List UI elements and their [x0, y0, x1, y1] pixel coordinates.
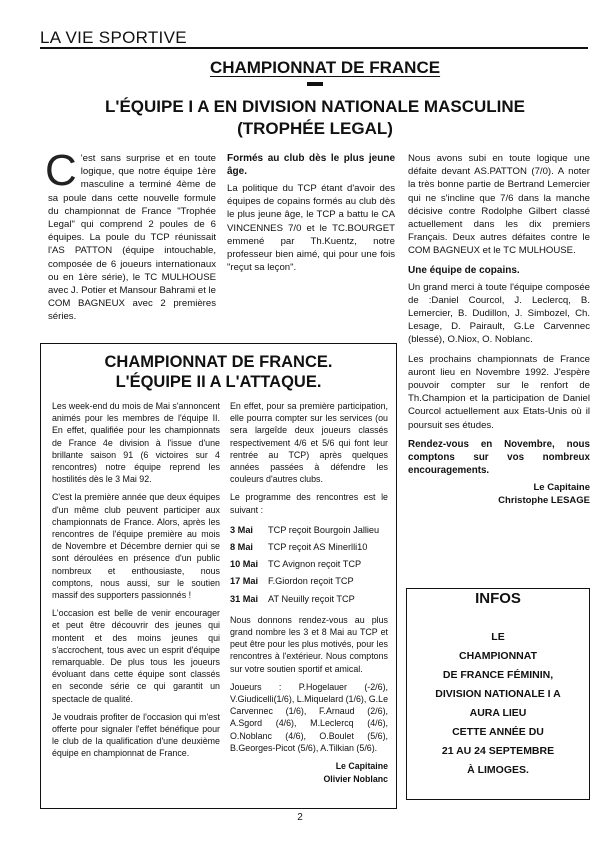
schedule-date: 31 Mai	[230, 593, 259, 604]
team-ii-title-line1: CHAMPIONNAT DE FRANCE.	[104, 353, 333, 371]
match-schedule	[230, 522, 388, 608]
main-heading: CHAMPIONNAT DE FRANCE	[209, 58, 441, 77]
signature-name: Christophe LESAGE	[498, 494, 590, 506]
schedule-match: AT Neuilly reçoit TCP	[268, 593, 355, 604]
schedule-row	[230, 591, 388, 608]
team-ii-paragraph: Les week-end du mois de Mai s'annoncent animés pour les membres de l'équipe II. En effet, qualifiée pour les championnats de France 4e division à l'issue d'une brillante saison 91 (6 victoires sur 4 rencontres) notre équipe reprend les hostilités dès le 3 Mai 92.	[52, 401, 220, 485]
infos-line: DE FRANCE FÉMININ,	[442, 669, 554, 681]
signature-name: Olivier Noblanc	[323, 774, 388, 785]
page-number: 2	[297, 812, 303, 823]
article-paragraph: Nous avons subi en toute logique une défaite devant AS.PATTON (7/0). A noter la très bonne partie de Bertrand Lemercier qui ne s'incline que 7/6 dans la manche décisive contre Rodolphe Gilbert classé actuellement dans les dix premiers Français. Deux autres défaites contre le COM BAGNEUX et le TC MULHOUSE.	[408, 153, 590, 257]
infos-line: AURA LIEU	[469, 707, 527, 719]
section-title: LA VIE SPORTIVE	[40, 28, 187, 47]
infos-line: CHAMPIONNAT	[459, 650, 537, 662]
schedule-date: 17 Mai	[230, 576, 259, 587]
schedule-date: 3 Mai	[230, 524, 253, 535]
team-ii-paragraph: Nous donnons rendez-vous au plus grand nombre les 3 et 8 Mai au TCP et peut être pour les plus motivés, pour les rencontres à l'extérieur. Nous comptons sur votre soutien sportif et amical.	[230, 614, 388, 674]
team-ii-title-line2: L'ÉQUIPE II A L'ATTAQUE.	[115, 373, 322, 391]
heading-decoration	[307, 82, 323, 86]
article-title-line1: L'ÉQUIPE I A EN DIVISION NATIONALE MASCULINE	[105, 97, 525, 116]
article-title-line2: (TROPHÉE LEGAL)	[237, 119, 393, 138]
article-subheading: Formés au club dès le plus jeune âge.	[227, 153, 395, 177]
infos-title: INFOS	[475, 590, 521, 607]
infos-line: DIVISION NATIONALE I A	[435, 688, 561, 700]
article-column-1	[45, 146, 216, 330]
team-ii-paragraph: En effet, pour sa première participation, elle pourra compter sur les services (ou sera largeîde deux joueurs classés respectivement 4/6 et 5/6 qui font leur rentrée au TCP) après quelques années passées à défendre les couleurs d'autres clubs.	[230, 401, 388, 485]
article-title	[40, 96, 590, 140]
team-ii-column-1	[52, 400, 220, 766]
infos-line: 21 AU 24 SEPTEMBRE	[441, 745, 555, 757]
drop-cap: C	[45, 146, 77, 195]
team-ii-players: Joueurs : P.Hogelauer (-2/6), V.Giudicelli(1/6), L.Miquelard (1/6), G.Le Carvennec (1/6), F.Arnaud (2/6), A.Sgord (4/6), M.Leclercq (4/6), O.Noblanc (4/6), O.Boulet (5/6), B.Georges-Picot (5/6), A.Tilkian (5/6).	[230, 681, 389, 753]
article-paragraph: 'est sans surprise et en toute logique, que notre équipe 1ère masculine a terminé 4ème de sa poule dans cette nouvelle formule du championnat de France "Trophée Legal" qui comprend 2 poules de 6 équipes. La poule du TCP réunissait l'AS PATTON (équipe intouchable, composée de 6 joueurs internationaux ou en 1ère série), le TC MULHOUSE avec J. Potier et Mansour Bahrami et le COM BAGNEUX avec 2 premières séries.	[48, 153, 216, 323]
signature-role: Le Capitaine	[533, 481, 590, 493]
section-divider	[40, 47, 588, 49]
article-paragraph: Les prochains championnats de France auront lieu en Novembre 1992. J'espère pouvoir compter sur le renfort de Th.Champion et la participation de Daniel Courcol actuellement aux Etats-Unis où il poursuit ses études.	[408, 353, 590, 431]
schedule-row	[230, 573, 388, 590]
infos-line: À LIMOGES.	[467, 764, 529, 776]
schedule-match: TCP reçoit AS Minerlli10	[268, 542, 368, 553]
article-closing: Rendez-vous en Novembre, nous comptons sur vos nombreux encouragements.	[408, 438, 590, 476]
schedule-row	[230, 539, 388, 556]
article-column-3	[408, 152, 590, 507]
article-column-2	[227, 152, 395, 280]
infos-line: CETTE ANNÉE DU	[452, 726, 544, 738]
article-paragraph: La politique du TCP étant d'avoir des équipes de copains formés au club dès le plus jeune âge, le TCP a battu le CA VINCENNES 7/0 et le TC.BOURGET emmené par Th.Kuentz, notre professeur bien aimé, qui pour une fois "reçut sa leçon".	[227, 183, 395, 274]
infos-text	[406, 628, 590, 780]
team-ii-title	[40, 352, 397, 392]
team-ii-column-2	[230, 400, 388, 786]
team-ii-paragraph: L'occasion est belle de venir encourager et peut être découvrir des jeunes qui montent et des moins jeunes qui s'accrochent, tous avec un esprit d'équipe remarquable. De plus tous les joueurs évoluant dans cette équipe sont classés en seconde série ce qui garantit un spectacle de qualité.	[52, 608, 220, 704]
team-ii-paragraph: Le programme des rencontres est le suivant :	[230, 492, 388, 515]
team-ii-paragraph: Je voudrais profiter de l'occasion qui m'est offerte pour signaler l'effet bénéfique pour le club de la qualification d'une deuxième équipe en championnat de France.	[52, 711, 220, 759]
schedule-row	[230, 522, 388, 539]
schedule-match: TC Avignon reçoit TCP	[268, 559, 362, 570]
team-ii-paragraph: C'est la première année que deux équipes d'un même club peuvent participer aux championnats de France. Alors, après les rencontres de l'équipe première au mois de Novembre et Décembre dernier qui se sont déroulées en présence d'un public nombreux et enthousiaste, nous comptons, nous aussi, sur le soutien massif des supporters passionnés !	[52, 492, 220, 601]
infos-line: LE	[491, 631, 505, 643]
schedule-match: F.Giordon reçoit TCP	[268, 576, 354, 587]
schedule-date: 10 Mai	[230, 559, 259, 570]
article-paragraph: Un grand merci à toute l'équipe composée de :Daniel Courcol, J. Leclercq, B. Lemercier, B. Dudillon, J. Simbozel, Ch. Lesage, D. Pairault, G.Le Carvennec (blessé), O.Niox, O. Noblanc.	[408, 281, 590, 346]
signature-role: Le Capitaine	[335, 761, 388, 772]
article-subheading: Une équipe de copains.	[408, 264, 520, 276]
schedule-row	[230, 556, 388, 573]
schedule-match: TCP reçoit Bourgoin Jallieu	[268, 524, 380, 535]
schedule-date: 8 Mai	[230, 542, 253, 553]
